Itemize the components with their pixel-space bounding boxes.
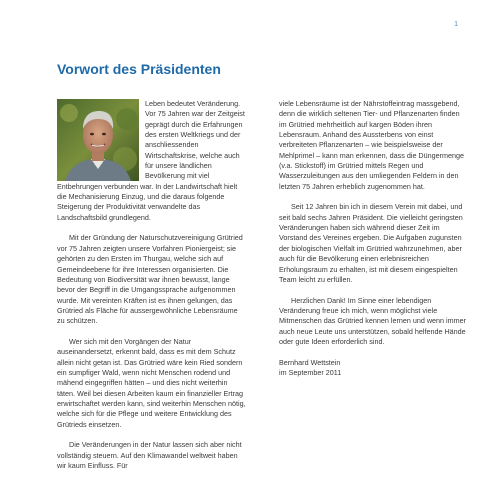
left-column <box>57 99 247 471</box>
signature-date: im September 2011 <box>279 367 342 377</box>
paragraph: Wer sich mit den Vorgängen der Natur auseinandersetzt, erkennt bald, dass es mit dem Schutz allein nicht getan ist. Das Grütried wäre kein Ried sondern ein sumpfiger Wald, wenn nicht Menschen rodend und mähend eingegriffen hätten – und dies nicht weiterhin täten. Weil bei diesen Arbeiten kaum ein finanzieller Ertrag erwirtschaftet werden kann, sind weiterhin Menschen nötig, welche sich für die Pflege und weitere Entwicklung des Grütrieds einsetzen. <box>57 336 246 429</box>
page-title: Vorwort des Präsidenten <box>57 61 221 77</box>
portrait-photo-president <box>57 99 139 181</box>
paragraph: viele Lebensräume ist der Nährstoffeintrag massgebend, denn die wirklich seltenen Tier- und Pflanzenarten finden im Grütried mehrheitlich auf kargen Böden ihren Lebensraum. Anhand des Aussterbens von einst verbreiteten Pflanzenarten – wie beispielsweise der Mehlprimel – kann man erkennen, dass die Düngermenge (v.a. Stickstoff) im Grütried mittels Regen und Wasserzuleitungen aus den umliegenden Feldern in den letzten 75 Jahren erheblich zugenommen hat. <box>279 99 464 191</box>
signature <box>279 358 469 379</box>
paragraph: Seit 12 Jahren bin ich in diesem Verein mit dabei, und seit bald sechs Jahren Präsident. Die vielleicht geringsten Veränderungen haben sich während dieser Zeit im Vorstand des Vereines ergeben. Die Aufgaben zugunsten der biologischen Vielfalt im Grütried wahrzunehmen, aber auch für die Bevölkerung einen erlebnisreichen Erholungsraum zu erhalten, ist mit diesem eingespielten Team leicht zu erfüllen. <box>279 202 463 284</box>
page-number: 1 <box>454 21 458 28</box>
paragraph: Die Veränderungen in der Natur lassen sich aber nicht vollständig steuern. Auf den Klimawandel weltweit haben wir kaum Einfluss. Für <box>57 440 242 471</box>
paragraph: Leben bedeutet Veränderung. Vor 75 Jahren war der Zeitgeist geprägt durch die Erfahrungen des ersten Weltkriegs und der anschliessenden Wirtschaftskrise, welche auch für unsere ländlichen Bevölkerung mit viel Entbehrungen verbunden war. In der Landwirtschaft hielt die Mechanisierung Einzug, und die daraus folgende Steigerung der Produktivität verwandelte das Landschaftsbild grundlegend. <box>57 99 245 222</box>
signature-name: Bernhard Wettstein <box>279 357 341 367</box>
paragraph: Mit der Gründung der Naturschutzvereinigung Grütried vor 75 Jahren zeigten unsere Vorfahren Pioniergeist; sie gehörten zu den Ersten im Thurgau, welche sich auf Gemeindeebene für ihre Interessen organisierten. Die Bedeutung von Biodiversität war ihnen bewusst, lange bevor der Begriff in die Umgangssprache aufgenommen wurde. Mit vereinten Kräften ist es ihnen gelungen, das Grütried als Fläche für aussergewöhnliche Lebensräume zu schützen. <box>57 233 243 326</box>
right-column <box>279 99 469 378</box>
paragraph: Herzlichen Dank! Im Sinne einer lebendigen Veränderung freue ich mich, wenn möglichst viele Mitmenschen das Grütried kennen lernen und wenn immer auch neue Leute uns unterstützen, sobald helfende Hände oder gute Ideen erforderlich sind. <box>279 295 466 346</box>
